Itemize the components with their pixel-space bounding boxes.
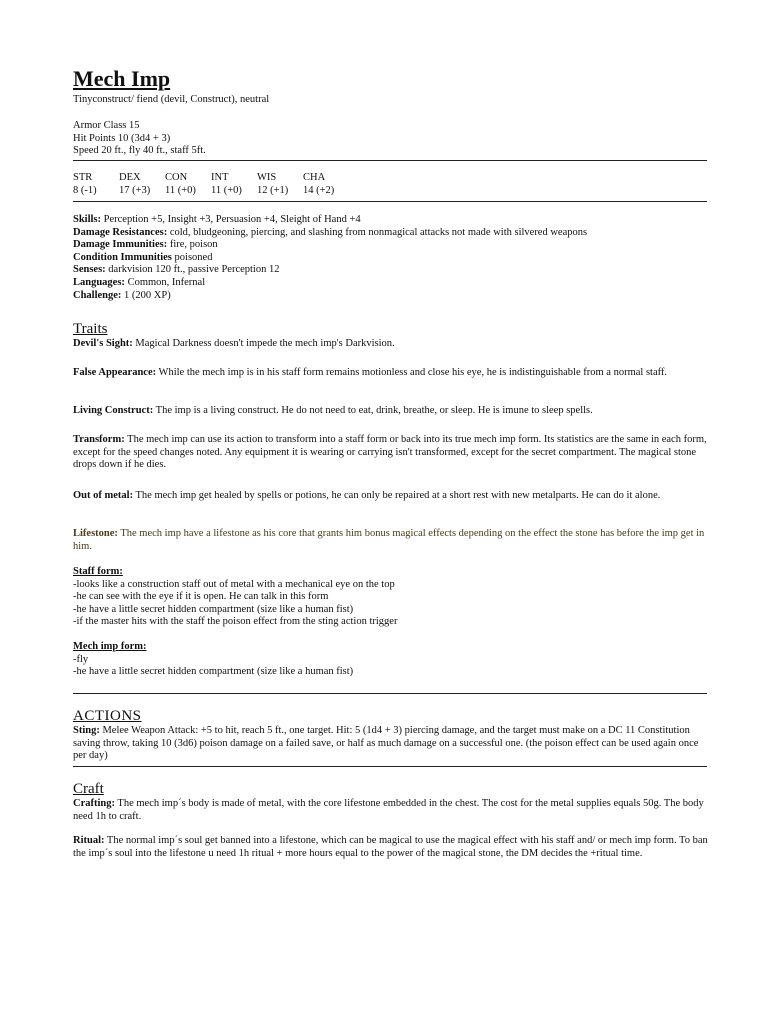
ability-value: 11 (+0) [165, 184, 196, 196]
trait-living-construct: Living Construct: The imp is a living construct. He do not need to eat, drink, breathe, or sleep. He is imune to sleep spells. [73, 405, 593, 416]
challenge: Challenge: 1 (200 XP) [73, 289, 171, 301]
trait-transform: Transform: The mech imp can use its action to transform into a staff form or back into its true mech imp form. Its statistics are the same in each form, except for the speed changes noted. Any equipment it is wearing or carrying isn't transformed, except for the secret compartment. The magical stone drops down if he dies. [73, 434, 707, 471]
mech-form-line: -he have a little secret hidden compartment (size like a human fist) [73, 666, 354, 678]
armor-class: Armor Class 15 [73, 120, 140, 131]
mech-form-heading: Mech imp form: [73, 641, 147, 652]
damage-resistances: Damage Resistances: cold, bludgeoning, piercing, and slashing from nonmagical attacks not made with silvered weapons [73, 226, 588, 238]
staff-form-line: -if the master hits with the staff the poison effect from the sting action trigger [73, 616, 398, 628]
action-sting: Sting: Melee Weapon Attack: +5 to hit, reach 5 ft., one target. Hit: 5 (1d4 + 3) piercing damage, and the target must make on a DC 11 Constitution saving throw, taking 10 (3d6) poison damage on a failed save, or half as much damage on a successful one. (the poison effect can be used again once per day) [73, 725, 699, 762]
trait-lifestone: Lifestone: The mech imp have a lifestone as his core that grants him bonus magical effects depending on the effect the stone has before the imp get in him. [73, 528, 705, 552]
ability-name: STR [73, 172, 93, 183]
mech-form-line: -fly [73, 653, 89, 665]
speed: Speed 20 ft., fly 40 ft., staff 5ft. [73, 145, 206, 157]
craft-heading: Craft [73, 781, 104, 797]
ability-name: WIS [257, 172, 277, 183]
ability-value: 8 (-1) [73, 184, 97, 196]
ability-name: INT [211, 172, 229, 183]
craft-crafting: Crafting: The mech imp´s body is made of metal, with the core lifestone embedded in the chest. The cost for the metal supplies equals 50g. The body need 1h to craft. [73, 798, 704, 822]
mech-form-block [73, 641, 709, 679]
hit-points: Hit Points 10 (3d4 + 3) [73, 132, 171, 144]
languages: Languages: Common, Infernal [73, 276, 206, 288]
condition-immunities: Condition Immunities poisoned [73, 251, 213, 263]
staff-form-line: -looks like a construction staff out of metal with a mechanical eye on the top [73, 578, 395, 590]
staff-form-line: -he have a little secret hidden compartment (size like a human fist) [73, 603, 354, 615]
trait-devils-sight: Devil's Sight: Magical Darkness doesn't impede the mech imp's Darkvision. [73, 338, 395, 349]
trait-out-of-metal: Out of metal: The mech imp get healed by spells or potions, he can only be repaired at a short rest with new metalparts. He can do it alone. [73, 490, 661, 501]
staff-form-line: -he can see with the eye if it is open. He can talk in this form [73, 591, 329, 603]
trait-false-appearance: False Appearance: While the mech imp is in his staff form remains motionless and close his eye, he is indistinguishable from a normal staff. [73, 367, 668, 378]
skills: Skills: Perception +5, Insight +3, Persuasion +4, Sleight of Hand +4 [73, 214, 361, 225]
ability-name: DEX [119, 172, 141, 183]
ability-value: 17 (+3) [119, 184, 151, 196]
creature-type: Tinyconstruct/ fiend (devil, Construct), neutral [73, 94, 270, 105]
ability-name: CHA [303, 172, 326, 183]
actions-heading: ACTIONS [73, 708, 142, 724]
ability-scores [73, 172, 709, 197]
ability-names-row [73, 172, 709, 185]
divider [73, 160, 707, 161]
damage-immunities: Damage Immunities: fire, poison [73, 239, 218, 251]
ability-value: 11 (+0) [211, 184, 242, 196]
traits-heading: Traits [73, 321, 108, 337]
ability-values-row [73, 185, 709, 198]
basic-stats [73, 120, 709, 158]
divider [73, 693, 707, 694]
staff-form-block [73, 566, 709, 629]
senses: Senses: darkvision 120 ft., passive Perception 12 [73, 264, 280, 276]
properties-block [73, 214, 709, 302]
ability-value: 14 (+2) [303, 184, 335, 196]
ability-value: 12 (+1) [257, 184, 289, 196]
page-title: Mech Imp [73, 66, 171, 91]
divider [73, 201, 707, 202]
divider [73, 766, 707, 767]
ability-name: CON [165, 172, 188, 183]
craft-ritual: Ritual: The normal imp´s soul get banned into a lifestone, which can be magical to use the magical effect with his staff and/ or mech imp form. To ban the imp´s soul into the lifestone u need 1h ritual + more hours equal to the power of the magical stone, the DM decides the +ritual time. [73, 835, 708, 859]
staff-form-heading: Staff form: [73, 566, 123, 577]
